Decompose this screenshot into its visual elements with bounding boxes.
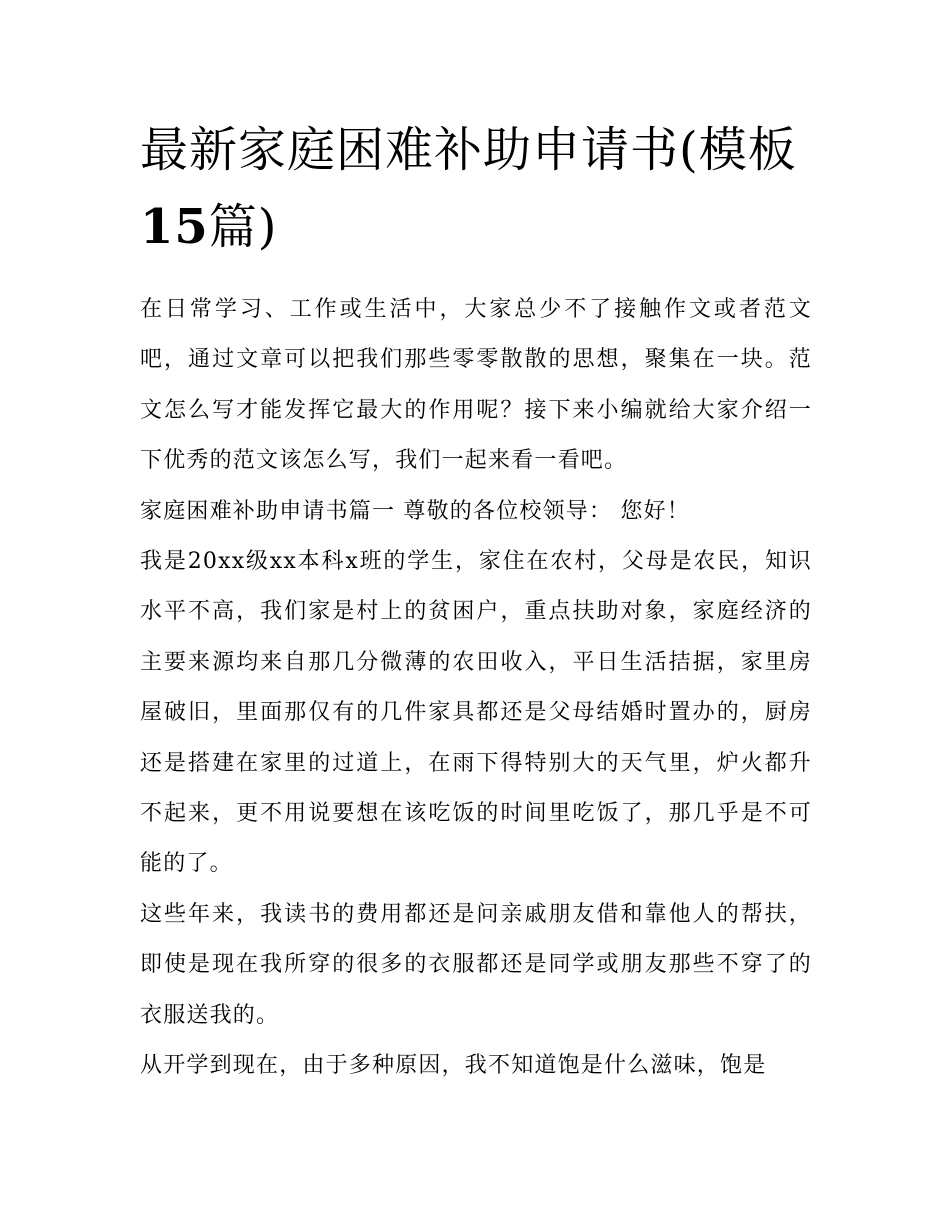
document-title: 最新家庭困难补助申请书(模板15篇) [140,122,797,255]
paragraph-tuition-help: 这些年来，我读书的费用都还是问亲戚朋友借和靠他人的帮扶，即使是现在我所穿的很多的衣服都还是同学或朋友那些不穿了的衣服送我的。 [140,901,812,1028]
paragraph-salutation: 家庭困难补助申请书篇一 尊敬的各位校领导： 您好！ [140,498,690,524]
paragraph-since-school-start: 从开学到现在，由于多种原因，我不知道饱是什么滋味，饱是 [140,1053,767,1079]
paragraph-intro: 在日常学习、工作或生活中，大家总少不了接触作文或者范文吧，通过文章可以把我们那些零零散散的思想，聚集在一块。范文怎么写才能发挥它最大的作用呢？接下来小编就给大家介绍一下优秀的范文该怎么写，我们一起来看一看吧。 [140,297,812,474]
document-body [140,285,812,1092]
document-content [140,112,812,1092]
paragraph-family-situation: 我是20xx级xx本科x班的学生，家住在农村，父母是农民，知识水平不高，我们家是村上的贫困户，重点扶助对象，家庭经济的主要来源均来自那几分微薄的农田收入，平日生活拮据，家里房屋破旧，里面那仅有的几件家具都还是父母结婚时置办的，厨房还是搭建在家里的过道上，在雨下得特别大的天气里，炉火都升不起来，更不用说要想在该吃饭的时间里吃饭了，那几乎是不可能的了。 [140,549,812,877]
